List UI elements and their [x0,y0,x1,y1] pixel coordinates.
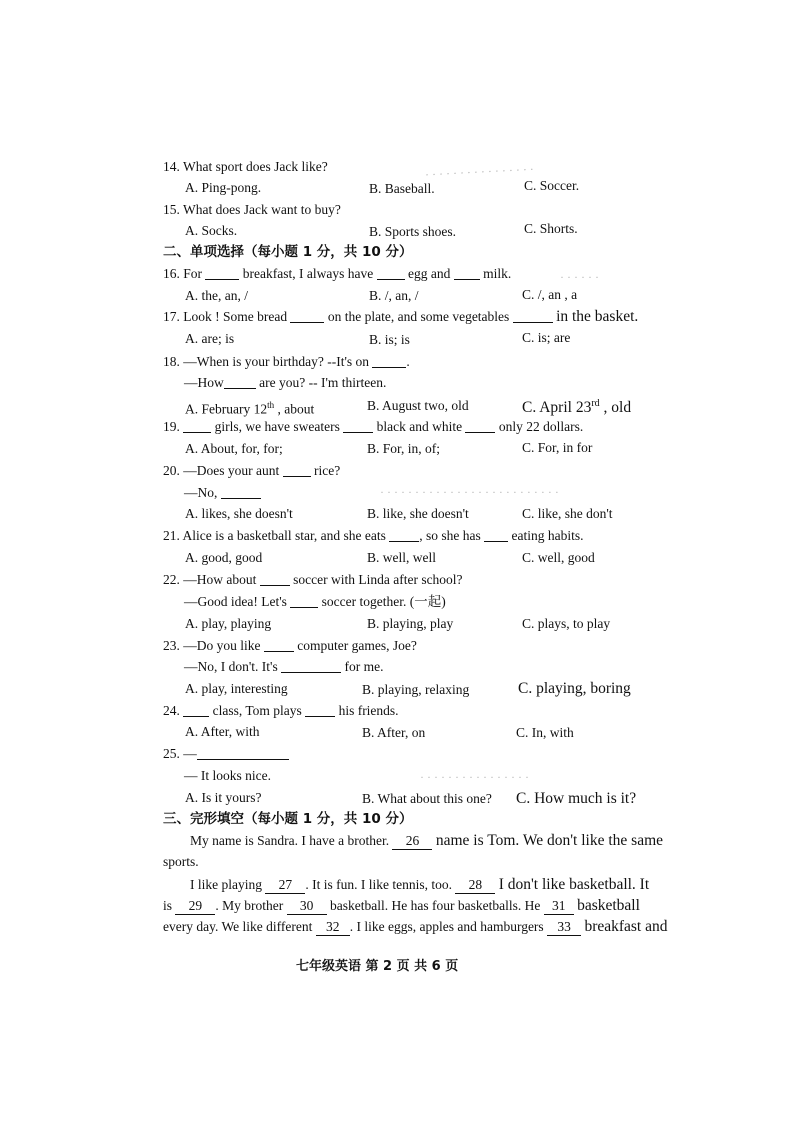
q20-option-c: C. like, she don't [522,506,613,521]
q21-text-2: , so she has [419,528,481,543]
q23-text-4: for me. [344,659,384,674]
q16-option-a: A. the, an, / [185,288,248,303]
q18-option-b: B. August two, old [367,398,469,413]
section-2-title: 二、单项选择（每小题 1 分，共 10 分） [163,244,413,260]
q18-text-2: . [406,354,410,369]
cloze-text: breakfast and [584,918,668,935]
question-15-stem: 15. What does Jack want to buy? [163,202,341,217]
question-16-stem [163,265,511,283]
cloze-text: I like playing [190,877,262,892]
q20-text-1: 20. —Does your aunt [163,463,280,478]
q17-option-c: C. is; are [522,330,571,345]
q24-option-a: A. After, with [185,724,260,739]
q20-text-2: rice? [313,463,341,478]
q24-text-2: class, Tom plays [212,703,302,718]
cloze-line-3 [190,876,649,894]
answer-blank [343,418,373,433]
bleed-through-text: · · · · · · · · · · · · · · · · · · · · · · · · · · [380,485,559,499]
q19-text-2: girls, we have sweaters [214,419,340,434]
bleed-through-text: · · · · · · · · · · · · · · · · [424,162,535,182]
q19-option-c: C. For, in for [522,440,593,455]
q18-option-c-text: C. April 23 [522,399,592,417]
q22-text-4: soccer together. (一起) [321,594,446,609]
cloze-line-5 [163,918,668,936]
answer-blank [465,418,495,433]
question-20-line-1 [163,462,340,480]
q22-option-c: C. plays, to play [522,616,611,631]
q21-option-c: C. well, good [522,550,595,565]
answer-blank [454,265,480,280]
q25-option-b: B. What about this one? [362,791,492,806]
cloze-blank-27: 27 [265,877,305,894]
answer-blank [264,637,294,652]
answer-blank [183,702,209,717]
q16-text-4: milk. [483,266,512,281]
answer-blank [205,265,239,280]
q24-option-c: C. In, with [516,725,574,740]
cloze-blank-30: 30 [287,898,327,915]
q14-option-b: B. Baseball. [369,181,435,196]
q14-option-c: C. Soccer. [524,178,580,193]
q19-option-b: B. For, in, of; [367,441,440,456]
q15-option-a: A. Socks. [185,223,238,238]
q25-text-1: 25. — [163,746,197,761]
q18-text-4: are you? -- I'm thirteen. [259,375,387,390]
section-3-title: 三、完形填空（每小题 1 分，共 10 分） [163,811,413,827]
cloze-blank-33: 33 [547,919,581,936]
cloze-text: basketball [577,897,640,914]
answer-blank [281,658,341,673]
q21-text-3: eating habits. [511,528,584,543]
q19-text-1: 19. [163,419,180,434]
q22-option-b: B. playing, play [367,616,454,631]
q25-option-c: C. How much is it? [516,790,637,807]
q23-text-1: 23. —Do you like [163,638,261,653]
question-19-stem [163,418,583,436]
q15-option-c: C. Shorts. [524,221,578,236]
q18-option-c [522,395,631,417]
q17-text-1: 17. Look ! Some bread [163,309,288,324]
q20-text-3: —No, [184,485,218,500]
q19-text-4: only 22 dollars. [498,419,584,434]
q22-text-1: 22. —How about [163,572,257,587]
cloze-line-4 [163,897,640,915]
question-22-line-2 [184,593,446,611]
page-footer: 七年级英语 第 2 页 共 6 页 [296,959,459,974]
q23-text-2: computer games, Joe? [297,638,417,653]
cloze-line-2: sports. [163,854,199,869]
q16-option-b: B. /, an, / [369,288,419,303]
question-21-stem [163,527,584,545]
question-18-line-1 [163,353,410,371]
answer-blank [183,418,211,433]
question-23-line-1 [163,637,417,655]
cloze-text: every day. We like different [163,919,313,934]
answer-blank [260,571,290,586]
q24-text-1: 24. [163,703,180,718]
answer-blank [377,265,405,280]
q20-option-b: B. like, she doesn't [367,506,469,521]
q15-option-b: B. Sports shoes. [369,224,457,239]
q22-option-a: A. play, playing [185,616,272,631]
q23-option-b: B. playing, relaxing [362,682,470,697]
q18-option-a-tail: , about [274,401,315,417]
cloze-blank-29: 29 [175,898,215,915]
question-24-stem [163,702,399,720]
q16-text-3: egg and [407,266,451,281]
answer-blank [484,527,508,542]
q19-text-3: black and white [376,419,463,434]
cloze-text: name is Tom. We don't like the same [435,832,664,849]
answer-blank [221,484,261,499]
q21-option-a: A. good, good [185,550,263,565]
answer-blank [224,374,256,389]
answer-blank [389,527,419,542]
q21-text-1: 21. Alice is a basketball star, and she eats [163,528,386,543]
cloze-blank-28: 28 [455,877,495,894]
cloze-blank-26: 26 [392,833,432,850]
answer-blank [283,462,311,477]
q18-option-a-text: A. February 12 [185,401,268,417]
q18-text-1: 18. —When is your birthday? --It's on [163,354,370,369]
q22-text-2: soccer with Linda after school? [293,572,463,587]
cloze-text: basketball. He has four basketballs. He [330,898,541,913]
q24-text-3: his friends. [338,703,399,718]
question-25-line-1 [163,745,289,763]
bleed-through-text: · · · · · · [560,270,599,284]
q17-option-b: B. is; is [369,332,410,347]
answer-blank [372,353,406,368]
q20-option-a: A. likes, she doesn't [185,506,293,521]
question-20-line-2 [184,484,261,502]
q22-text-3: —Good idea! Let's [184,594,287,609]
q21-option-b: B. well, well [367,550,436,565]
answer-blank [197,745,289,760]
q25-option-a: A. Is it yours? [185,790,262,805]
cloze-text: . It is fun. I like tennis, too. [305,877,452,892]
cloze-text: . My brother [215,898,284,913]
question-14-stem: 14. What sport does Jack like? [163,159,328,174]
q17-option-a: A. are; is [185,331,235,346]
cloze-blank-32: 32 [316,919,350,936]
q16-option-c: C. /, an , a [522,287,578,302]
q14-option-a: A. Ping-pong. [185,180,262,195]
cloze-blank-31: 31 [544,898,574,915]
q23-option-c: C. playing, boring [518,680,631,697]
question-25-line-2: — It looks nice. [184,768,271,783]
superscript: rd [591,398,600,409]
q18-text-3: —How [184,375,224,390]
answer-blank [513,308,553,323]
cloze-text: I don't like basketball. It [498,876,650,893]
q23-text-3: —No, I don't. It's [184,659,278,674]
q17-text-3: in the basket. [556,308,639,325]
cloze-line-1 [190,832,663,850]
superscript: th [267,400,275,410]
cloze-text: My name is Sandra. I have a brother. [190,833,390,848]
answer-blank [305,702,335,717]
q18-option-c-tail: , old [599,399,632,417]
q24-option-b: B. After, on [362,725,426,740]
question-18-line-2 [184,374,386,392]
question-23-line-2 [184,658,383,676]
q18-option-a [185,396,314,419]
answer-blank [290,308,324,323]
answer-blank [290,593,318,608]
bleed-through-text: · · · · · · · · · · · · · · · · [420,770,529,784]
q16-text-2: breakfast, I always have [242,266,374,281]
question-22-line-1 [163,571,463,589]
q16-text-1: 16. For [163,266,203,281]
q23-option-a: A. play, interesting [185,681,288,696]
cloze-text: . I like eggs, apples and hamburgers [349,919,544,934]
q17-text-2: on the plate, and some vegetables [327,309,510,324]
q19-option-a: A. About, for, for; [185,441,283,456]
cloze-text: is [163,898,173,913]
question-17-stem [163,308,638,326]
